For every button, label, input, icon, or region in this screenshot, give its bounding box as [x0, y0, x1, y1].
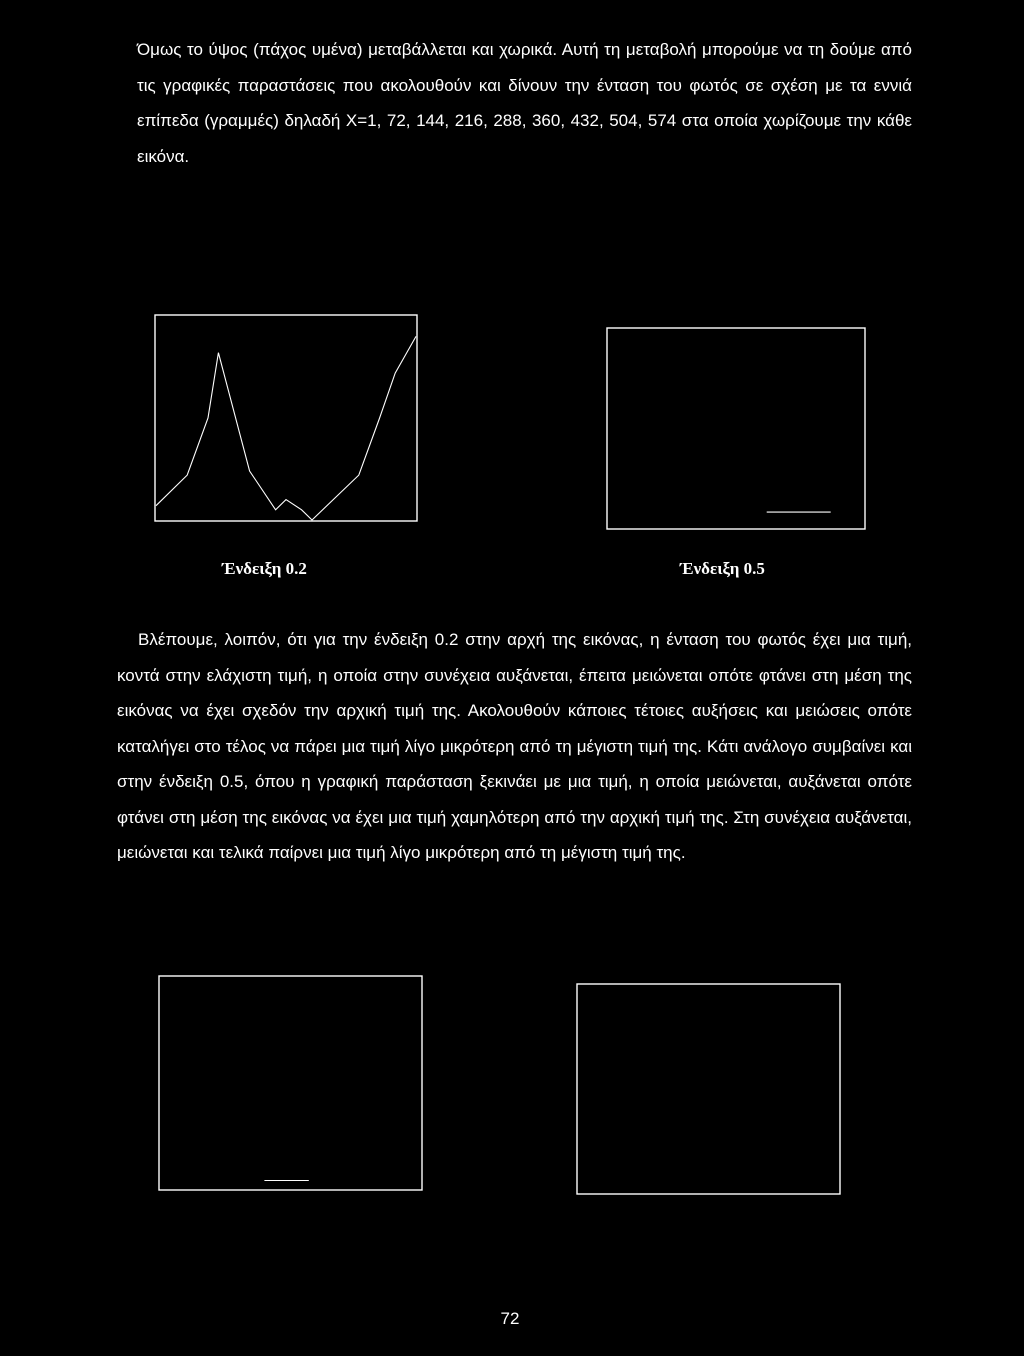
chart-frame	[607, 328, 865, 529]
body-paragraph-1: Όμως το ύψος (πάχος υμένα) μεταβάλλεται και χωρικά. Αυτή τη μεταβολή μπορούμε να τη δούμε από τις γραφικές παραστάσεις που ακολουθούν και δίνουν την ένταση του φωτός σε σχέση με τα εννιά επίπεδα (γραμμές) δηλαδή X=1, 72, 144, 216, 288, 360, 432, 504, 574 στα οποία χωρίζουμε την κάθε εικόνα.	[137, 40, 912, 166]
intensity-chart-0-2	[154, 314, 418, 522]
intensity-chart-bottom-left	[158, 975, 423, 1191]
chart-frame	[159, 976, 422, 1190]
body-paragraph-2: Βλέπουμε, λοιπόν, ότι για την ένδειξη 0.2 στην αρχή της εικόνας, η ένταση του φωτός έχει μια τιμή, κοντά στην ελάχιστη τιμή, η οποία στην συνέχεια αυξάνεται, έπειτα μειώνεται οπότε φτάνει στη μέση της εικόνας να έχει σχεδόν την αρχική τιμή της. Ακολουθούν κάποιες τέτοιες αυξήσεις και μειώσεις οπότε καταλήγει στο τέλος να πάρει μια τιμή λίγο μικρότερη από τη μέγιστη τιμή της. Κάτι ανάλογο συμβαίνει και στην ένδειξη 0.5, όπου η γραφική παράσταση ξεκινάει με μια τιμή, η οποία μειώνεται, αυξάνεται οπότε φτάνει στη μέση της εικόνας να έχει μια τιμή χαμηλότερη από την αρχική τιμή της. Στη συνέχεια αυξάνεται, μειώνεται και τελικά παίρνει μια τιμή λίγο μικρότερη από τη μέγιστη τιμή της.	[117, 630, 912, 862]
intensity-chart-bottom-right	[576, 983, 841, 1195]
intensity-series-line	[156, 336, 416, 520]
chart-frame	[577, 984, 840, 1194]
figure-caption-0-2: Ένδειξη 0.2	[222, 559, 307, 578]
intensity-chart-0-5	[606, 327, 866, 530]
chart-frame	[155, 315, 417, 521]
figure-caption-0-5: Ένδειξη 0.5	[680, 559, 765, 578]
page-number: 72	[500, 1309, 520, 1328]
